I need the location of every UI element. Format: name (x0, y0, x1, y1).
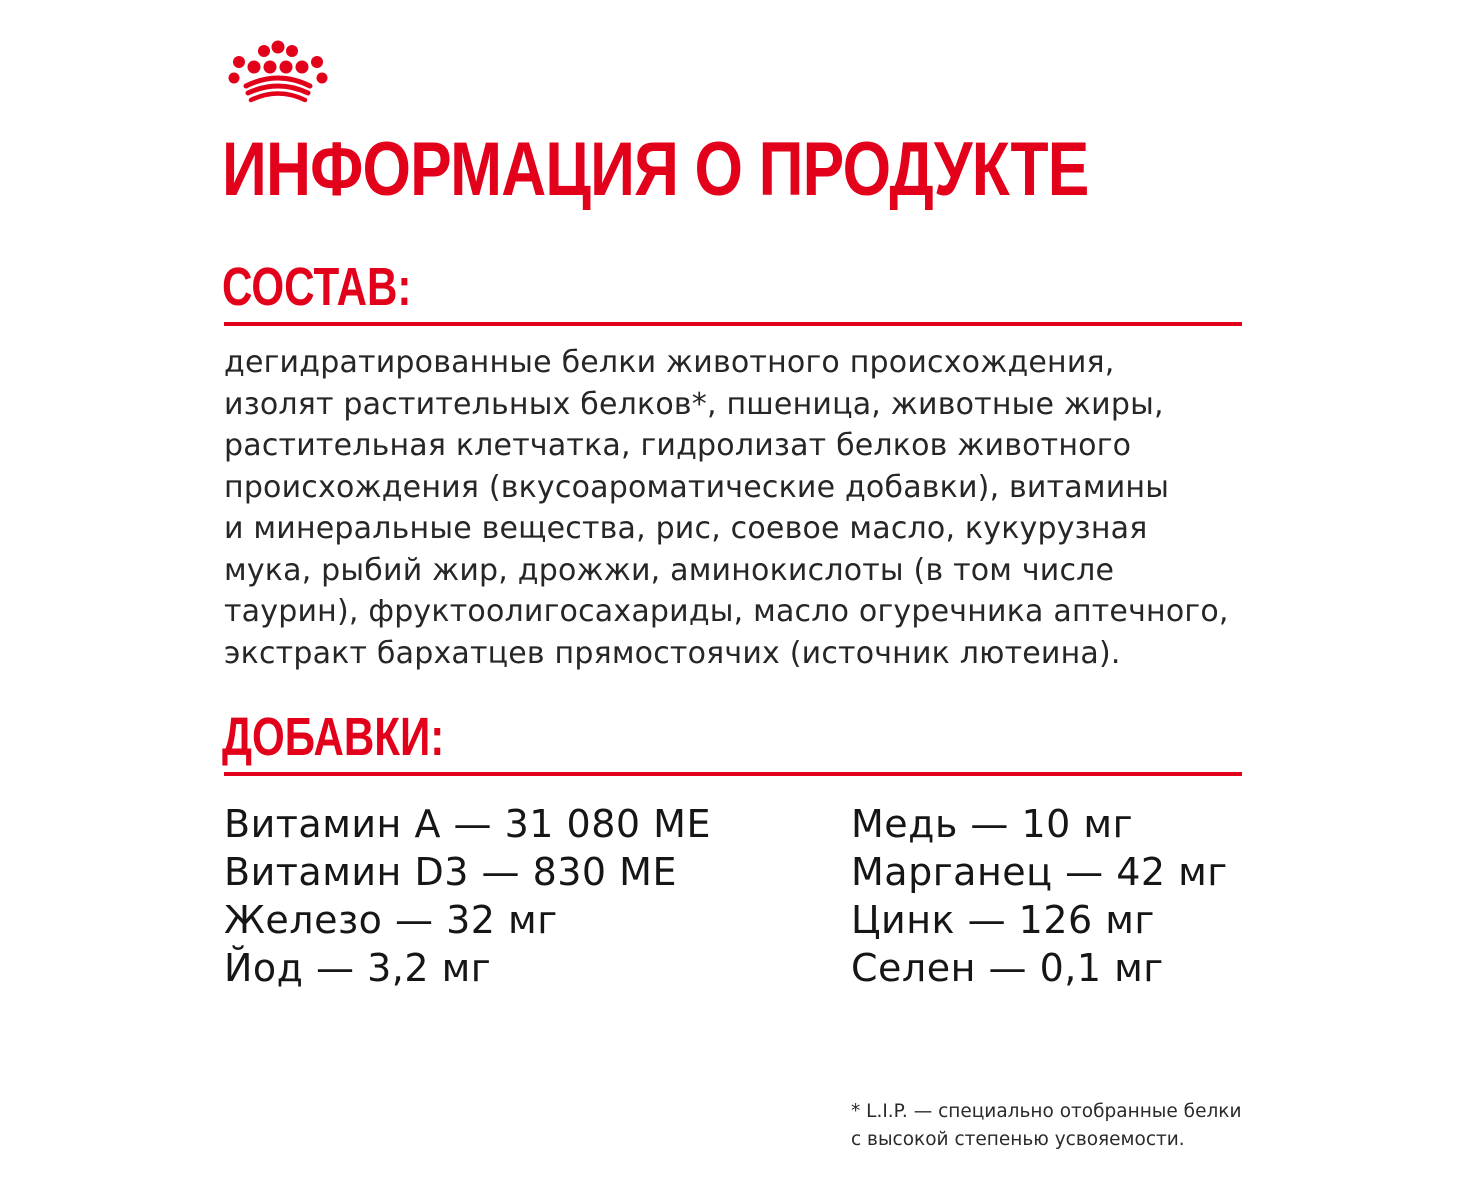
additives-list-left (224, 800, 711, 992)
additive-item: Витамин A — 31 080 МЕ (224, 802, 711, 846)
footnote: * L.I.P. — специально отобранные белки с высокой степенью усвояемости. (851, 1101, 1242, 1150)
composition-heading: СОСТАВ: (222, 257, 412, 317)
crown-icon (224, 40, 332, 104)
composition-text: дегидратированные белки животного происхождения, изолят растительных белков*, пшеница, животные жиры, растительная клетчатка, гидролизат белков животного происхождения (вкусоароматические добавки), витамины и минеральные вещества, рис, соевое масло, кукурузная мука, рыбий жир, дрожжи, аминокислоты (в том числе таурин), фруктоолигосахариды, масло огуречника аптечного, экстракт бархатцев прямостоячих (источник лютеина). (224, 345, 1229, 671)
additive-item: Йод — 3,2 мг (224, 946, 492, 990)
composition-divider (224, 322, 1242, 326)
additive-item: Железо — 32 мг (224, 898, 558, 942)
additive-item: Селен — 0,1 мг (851, 946, 1164, 990)
royal-canin-logo (224, 40, 332, 104)
additive-item: Марганец — 42 мг (851, 850, 1228, 894)
additives-heading: ДОБАВКИ: (222, 707, 445, 767)
additives-list-right (851, 800, 1228, 992)
additive-item: Медь — 10 мг (851, 802, 1134, 846)
page-title: ИНФОРМАЦИЯ О ПРОДУКТЕ (222, 127, 1089, 212)
additives-divider (224, 772, 1242, 776)
additive-item: Цинк — 126 мг (851, 898, 1155, 942)
additive-item: Витамин D3 — 830 МЕ (224, 850, 677, 894)
